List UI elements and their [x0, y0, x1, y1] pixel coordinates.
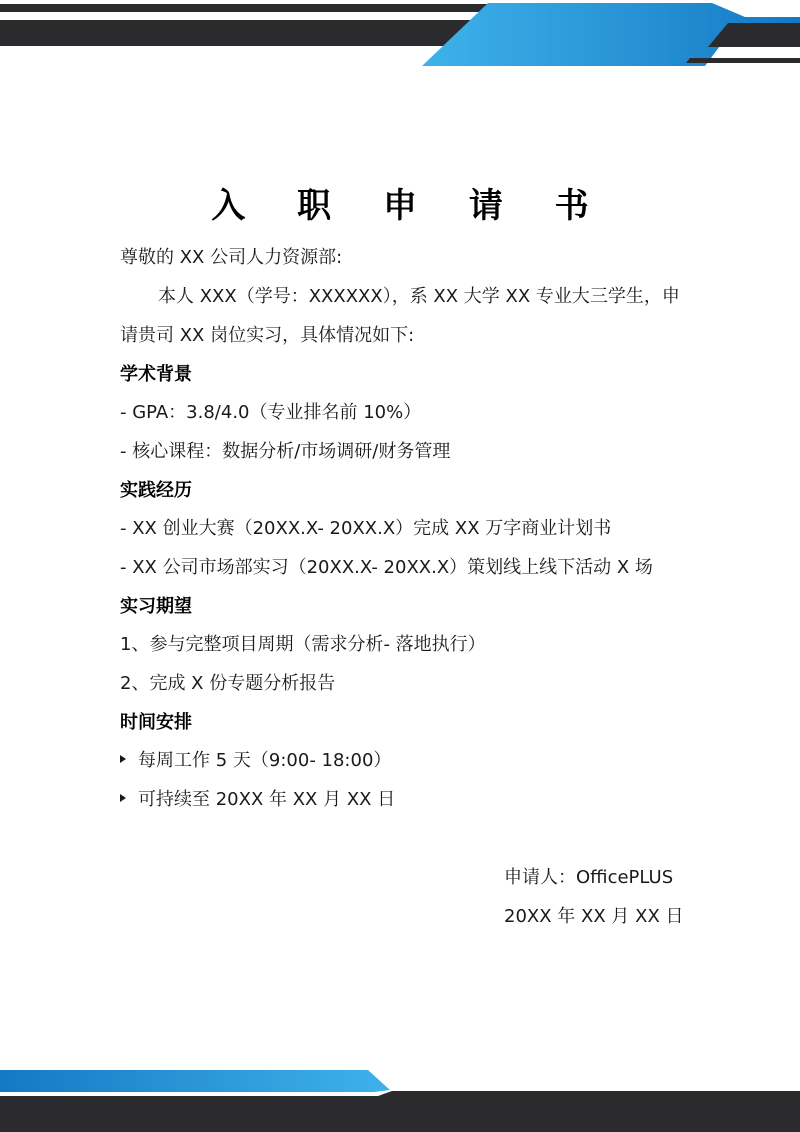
signature-date: 20XX 年 XX 月 XX 日	[504, 906, 684, 927]
schedule-item-1	[120, 749, 391, 773]
academic-item-gpa: - GPA：3.8/4.0（专业排名前 10%）	[120, 402, 422, 423]
section-heading-expectation: 实习期望	[120, 596, 192, 617]
intro-line-2: 请贵司 XX 岗位实习，具体情况如下:	[120, 325, 415, 346]
triangle-bullet-icon	[120, 794, 126, 802]
salutation: 尊敬的 XX 公司人力资源部:	[120, 247, 343, 268]
section-heading-practice: 实践经历	[120, 480, 192, 501]
practice-item-contest: - XX 创业大赛（20XX.X- 20XX.X）完成 XX 万字商业计划书	[120, 518, 612, 539]
header-dark-band	[0, 20, 474, 46]
schedule-item-2	[120, 788, 395, 812]
footer-decoration	[0, 1062, 800, 1132]
intro-line-1: 本人 XXX（学号：XXXXXX），系 XX 大学 XX 专业大三学生，申	[158, 286, 680, 307]
header-right-thin-stripe	[686, 58, 800, 63]
triangle-bullet-icon	[120, 755, 126, 763]
signature-applicant: 申请人：OfficePLUS	[504, 867, 674, 888]
schedule-item-1-text: 每周工作 5 天（9:00- 18:00）	[138, 750, 392, 771]
section-heading-schedule: 时间安排	[120, 712, 192, 733]
practice-item-internship: - XX 公司市场部实习（20XX.X- 20XX.X）策划线上线下活动 X 场	[120, 557, 653, 578]
document-title: 入 职 申 请 书	[211, 186, 609, 226]
footer-blue-band	[0, 1070, 390, 1092]
section-heading-academic: 学术背景	[120, 364, 192, 385]
expectation-item-2: 2、完成 X 份专题分析报告	[120, 673, 336, 694]
schedule-item-2-text: 可持续至 20XX 年 XX 月 XX 日	[138, 789, 396, 810]
header-decoration	[0, 0, 800, 80]
footer-dark-band	[0, 1091, 800, 1132]
academic-item-courses: - 核心课程：数据分析/市场调研/财务管理	[120, 441, 451, 462]
expectation-item-1: 1、参与完整项目周期（需求分析- 落地执行）	[120, 634, 486, 655]
header-thin-dark-stripe	[0, 4, 520, 12]
